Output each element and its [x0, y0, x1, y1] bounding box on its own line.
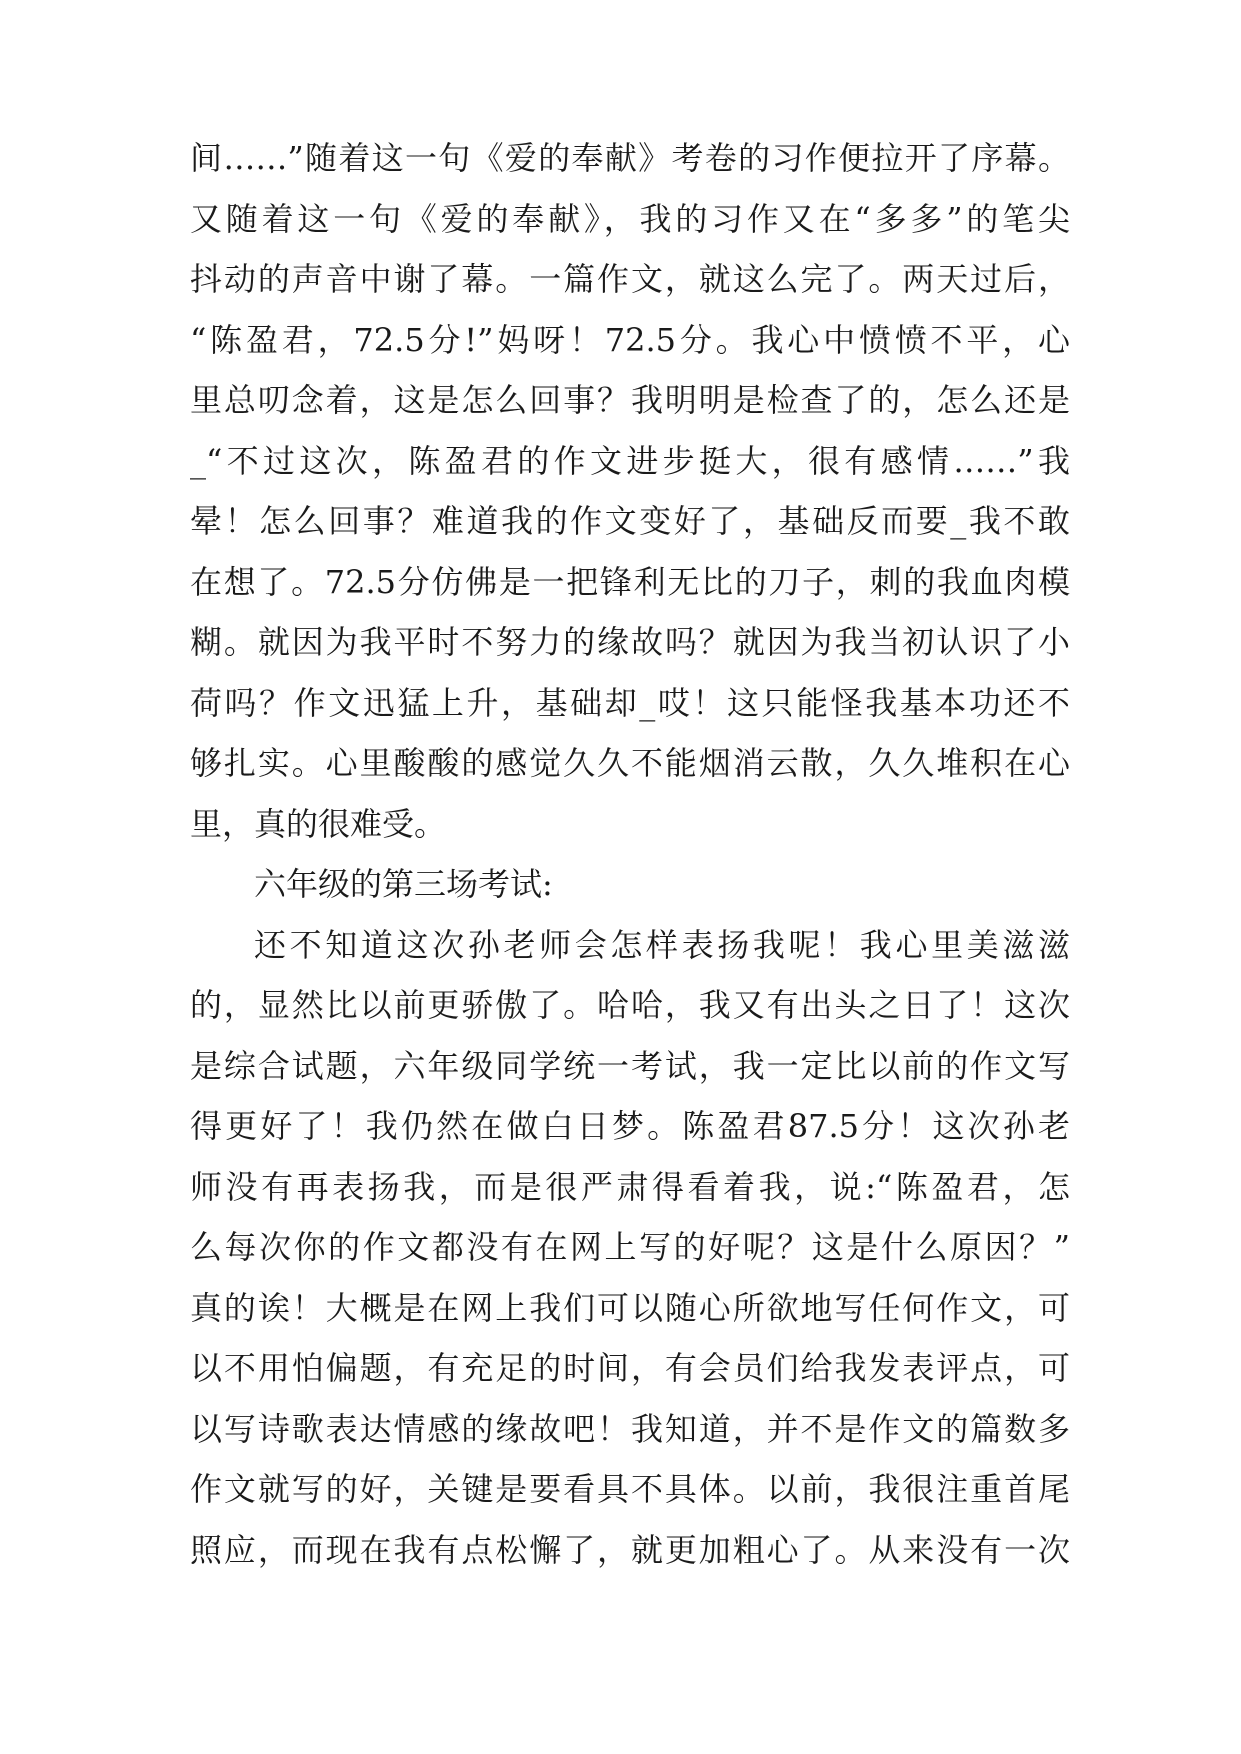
text-line: 还不知道这次孙老师会怎样表扬我呢！我心里美滋滋: [254, 925, 1070, 964]
text-line: 得更好了！我仍然在做白日梦。陈盈君87.5分！这次孙老: [190, 1107, 1070, 1145]
section-heading: 六年级的第三场考试:: [254, 865, 553, 903]
text-line: “陈盈君，72.5分!”妈呀！72.5分。我心中愤愤不平，心: [190, 320, 1070, 359]
text-line: 够扎实。心里酸酸的感觉久久不能烟消云散，久久堆积在心: [190, 744, 1070, 782]
text-line: 师没有再表扬我，而是很严肃得看着我，说:“陈盈君，怎: [190, 1167, 1070, 1206]
text-line: 晕！怎么回事？难道我的作文变好了，基础反而要_我不敢: [190, 502, 1070, 540]
text-line: _“不过这次，陈盈君的作文进步挺大，很有感情……”我: [190, 441, 1070, 480]
text-line: 糊。就因为我平时不努力的缘故吗？就因为我当初认识了小: [190, 623, 1070, 661]
text-line: 里总叨念着，这是怎么回事？我明明是检查了的，怎么还是: [190, 381, 1070, 419]
text-line: 间……”随着这一句《爱的奉献》考卷的习作便拉开了序幕。: [190, 139, 1070, 177]
text-line: 么每次你的作文都没有在网上写的好呢？这是什么原因？”: [190, 1228, 1070, 1266]
text-line: 又随着这一句《爱的奉献》，我的习作又在“多多”的笔尖: [190, 199, 1070, 238]
document-body: [190, 128, 1070, 1580]
text-line: 的，显然比以前更骄傲了。哈哈，我又有出头之日了！这次: [190, 986, 1070, 1024]
text-line: 以写诗歌表达情感的缘故吧！我知道，并不是作文的篇数多: [190, 1409, 1070, 1448]
text-line: 以不用怕偏题，有充足的时间，有会员们给我发表评点，可: [190, 1349, 1070, 1387]
text-line: 在想了。72.5分仿佛是一把锋利无比的刀子，刺的我血肉模: [190, 562, 1070, 601]
text-line: 里，真的很难受。: [190, 804, 447, 843]
text-line: 照应，而现在我有点松懈了，就更加粗心了。从来没有一次: [190, 1530, 1070, 1569]
text-line: 是综合试题，六年级同学统一考试，我一定比以前的作文写: [190, 1046, 1070, 1085]
text-line: 荷吗？作文迅猛上升，基础却_哎！这只能怪我基本功还不: [190, 683, 1070, 722]
text-line: 作文就写的好，关键是要看具不具体。以前，我很注重首尾: [190, 1470, 1070, 1508]
text-line: 抖动的声音中谢了幕。一篇作文，就这么完了。两天过后，: [190, 260, 1070, 298]
text-line: 真的诶！大概是在网上我们可以随心所欲地写任何作文，可: [190, 1288, 1070, 1327]
